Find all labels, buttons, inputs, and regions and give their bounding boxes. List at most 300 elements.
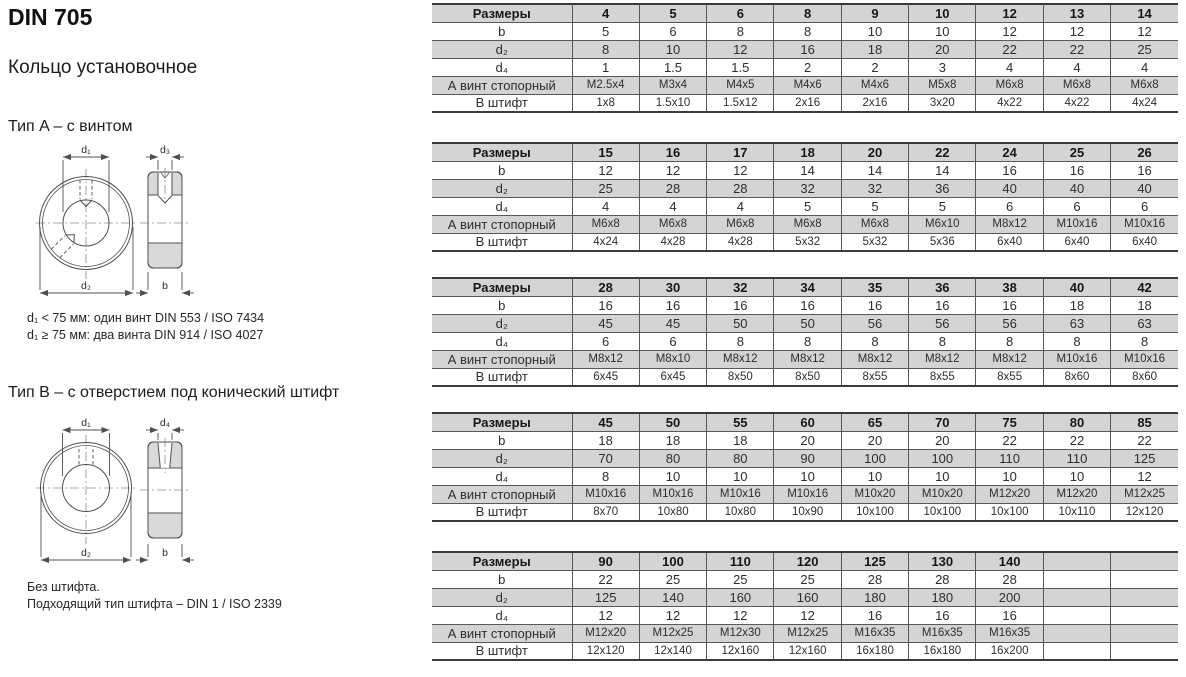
table-row-pin: [432, 233, 1178, 251]
value-cell: 16: [774, 40, 841, 58]
value-cell: 10: [774, 467, 841, 485]
value-cell: 12: [639, 606, 706, 624]
value-cell: 12: [1111, 22, 1178, 40]
value-cell: 10: [639, 467, 706, 485]
value-cell: 20: [909, 431, 976, 449]
row-label-pin: В штифт: [432, 233, 572, 251]
value-cell: 6: [639, 22, 706, 40]
value-cell: M8x12: [707, 350, 774, 368]
value-cell: 8x55: [976, 368, 1043, 386]
row-label-d2: d₂: [432, 449, 572, 467]
dim-label-d2: d₂: [81, 547, 91, 559]
dimension-d3: [146, 144, 184, 170]
value-cell: 125: [572, 588, 639, 606]
row-label-screw: А винт стопорный: [432, 215, 572, 233]
row-label-d4: d₄: [432, 58, 572, 76]
value-cell: M6x8: [1111, 76, 1178, 94]
value-cell: 10: [909, 467, 976, 485]
value-cell: M10x20: [841, 485, 908, 503]
value-cell: 180: [909, 588, 976, 606]
value-cell: [1043, 642, 1110, 660]
value-cell: 28: [976, 570, 1043, 588]
value-cell: 22: [1043, 40, 1110, 58]
value-cell: 4: [572, 197, 639, 215]
size-header-cell: 24: [976, 143, 1043, 161]
value-cell: 160: [707, 588, 774, 606]
size-header-cell: 17: [707, 143, 774, 161]
size-header-cell: 140: [976, 552, 1043, 570]
row-label-d2: d₂: [432, 588, 572, 606]
size-header-cell: 40: [1043, 278, 1110, 296]
value-cell: 25: [774, 570, 841, 588]
value-cell: 8: [1043, 332, 1110, 350]
value-cell: 10x110: [1043, 503, 1110, 521]
size-header-cell: 14: [1111, 4, 1178, 22]
value-cell: 12: [572, 606, 639, 624]
value-cell: 16: [1111, 161, 1178, 179]
size-table-4: [432, 412, 1178, 522]
value-cell: 12: [707, 606, 774, 624]
table-row-d2: [432, 40, 1178, 58]
value-cell: 22: [1111, 431, 1178, 449]
value-cell: M6x8: [841, 215, 908, 233]
size-header-cell: 65: [841, 413, 908, 431]
row-label-d4: d₄: [432, 606, 572, 624]
value-cell: 56: [841, 314, 908, 332]
row-label-b: b: [432, 161, 572, 179]
table-row-d2: [432, 314, 1178, 332]
value-cell: 16: [572, 296, 639, 314]
value-cell: 16: [707, 296, 774, 314]
value-cell: 40: [976, 179, 1043, 197]
table-row-screw: [432, 485, 1178, 503]
value-cell: M8x12: [774, 350, 841, 368]
value-cell: M6x8: [976, 76, 1043, 94]
value-cell: 8x55: [909, 368, 976, 386]
size-header-cell: 38: [976, 278, 1043, 296]
table-row-b: [432, 22, 1178, 40]
value-cell: 6: [1111, 197, 1178, 215]
value-cell: 16: [976, 161, 1043, 179]
size-header-cell: 130: [909, 552, 976, 570]
value-cell: 4: [639, 197, 706, 215]
value-cell: 10: [707, 467, 774, 485]
value-cell: 8: [707, 332, 774, 350]
value-cell: 8: [909, 332, 976, 350]
value-cell: 12: [774, 606, 841, 624]
size-header-cell: 5: [639, 4, 706, 22]
dim-label-d1: d₁: [81, 144, 91, 156]
value-cell: 16x180: [909, 642, 976, 660]
type-a-note-2: d₁ ≥ 75 мм: два винта DIN 914 / ISO 4027: [27, 328, 264, 342]
table-row-sizes: [432, 143, 1178, 161]
value-cell: 160: [774, 588, 841, 606]
value-cell: 100: [909, 449, 976, 467]
value-cell: M12x25: [639, 624, 706, 642]
value-cell: 63: [1043, 314, 1110, 332]
size-header-cell: 70: [909, 413, 976, 431]
value-cell: 16: [909, 606, 976, 624]
value-cell: 20: [774, 431, 841, 449]
value-cell: 45: [639, 314, 706, 332]
value-cell: M10x16: [774, 485, 841, 503]
value-cell: 16: [1043, 161, 1110, 179]
value-cell: M16x35: [909, 624, 976, 642]
value-cell: 2x16: [774, 94, 841, 112]
row-label-sizes: Размеры: [432, 413, 572, 431]
side-view: [140, 168, 190, 268]
value-cell: 6: [572, 332, 639, 350]
value-cell: 4x24: [572, 233, 639, 251]
value-cell: 56: [909, 314, 976, 332]
value-cell: 12: [1043, 22, 1110, 40]
value-cell: 1.5: [707, 58, 774, 76]
size-header-cell: 22: [909, 143, 976, 161]
value-cell: 25: [572, 179, 639, 197]
size-header-cell: 45: [572, 413, 639, 431]
value-cell: 8: [774, 332, 841, 350]
value-cell: 25: [639, 570, 706, 588]
value-cell: 18: [1043, 296, 1110, 314]
table-row-sizes: [432, 4, 1178, 22]
value-cell: 10: [976, 467, 1043, 485]
row-label-b: b: [432, 570, 572, 588]
dimension-b: [136, 544, 194, 560]
value-cell: 1: [572, 58, 639, 76]
value-cell: 8: [976, 332, 1043, 350]
value-cell: 5x32: [841, 233, 908, 251]
value-cell: 12: [1111, 467, 1178, 485]
value-cell: M8x12: [909, 350, 976, 368]
value-cell: 22: [572, 570, 639, 588]
type-a-heading: Тип A – с винтом: [8, 118, 133, 135]
value-cell: 8: [774, 22, 841, 40]
value-cell: 10x80: [707, 503, 774, 521]
value-cell: 5: [909, 197, 976, 215]
value-cell: M6x8: [572, 215, 639, 233]
size-header-cell: [1043, 552, 1110, 570]
value-cell: 4: [707, 197, 774, 215]
value-cell: 18: [707, 431, 774, 449]
table-row-pin: [432, 94, 1178, 112]
value-cell: 200: [976, 588, 1043, 606]
value-cell: 16: [639, 296, 706, 314]
value-cell: M2.5x4: [572, 76, 639, 94]
value-cell: 10x100: [841, 503, 908, 521]
value-cell: 8: [1111, 332, 1178, 350]
table-row-pin: [432, 642, 1178, 660]
value-cell: 6x40: [976, 233, 1043, 251]
value-cell: 4x22: [1043, 94, 1110, 112]
value-cell: 20: [841, 431, 908, 449]
value-cell: 16: [976, 296, 1043, 314]
value-cell: M8x12: [976, 350, 1043, 368]
table-row-d4: [432, 58, 1178, 76]
value-cell: M6x10: [909, 215, 976, 233]
type-b-note-1: Без штифта.: [27, 580, 100, 594]
size-table-3: [432, 277, 1178, 387]
value-cell: 14: [909, 161, 976, 179]
value-cell: 16: [976, 606, 1043, 624]
value-cell: M8x10: [639, 350, 706, 368]
value-cell: 32: [774, 179, 841, 197]
size-header-cell: 32: [707, 278, 774, 296]
value-cell: M10x16: [639, 485, 706, 503]
value-cell: 16x180: [841, 642, 908, 660]
value-cell: 110: [1043, 449, 1110, 467]
value-cell: 16: [774, 296, 841, 314]
size-header-cell: 18: [774, 143, 841, 161]
row-label-d2: d₂: [432, 40, 572, 58]
value-cell: 22: [1043, 431, 1110, 449]
value-cell: M16x35: [841, 624, 908, 642]
table-row-d4: [432, 332, 1178, 350]
value-cell: 56: [976, 314, 1043, 332]
table-row-screw: [432, 350, 1178, 368]
size-header-cell: 30: [639, 278, 706, 296]
value-cell: 4x22: [976, 94, 1043, 112]
value-cell: M5x8: [909, 76, 976, 94]
row-label-b: b: [432, 296, 572, 314]
value-cell: M12x30: [707, 624, 774, 642]
value-cell: 2: [841, 58, 908, 76]
value-cell: 3x20: [909, 94, 976, 112]
value-cell: 40: [1043, 179, 1110, 197]
dim-label-d1: d₁: [81, 418, 91, 429]
table-row-d2: [432, 179, 1178, 197]
value-cell: 6x40: [1043, 233, 1110, 251]
value-cell: 8x60: [1043, 368, 1110, 386]
value-cell: [1043, 624, 1110, 642]
value-cell: [1111, 642, 1178, 660]
value-cell: 10x100: [976, 503, 1043, 521]
dim-label-b: b: [162, 280, 168, 292]
size-header-cell: 26: [1111, 143, 1178, 161]
value-cell: 5: [774, 197, 841, 215]
value-cell: 8: [707, 22, 774, 40]
value-cell: 10: [841, 22, 908, 40]
size-header-cell: 100: [639, 552, 706, 570]
size-header-cell: [1111, 552, 1178, 570]
value-cell: 25: [1111, 40, 1178, 58]
value-cell: 6: [1043, 197, 1110, 215]
row-label-sizes: Размеры: [432, 4, 572, 22]
value-cell: 25: [707, 570, 774, 588]
row-label-screw: А винт стопорный: [432, 624, 572, 642]
row-label-pin: В штифт: [432, 94, 572, 112]
value-cell: 18: [841, 40, 908, 58]
type-b-note-2: Подходящий тип штифта – DIN 1 / ISO 2339: [27, 597, 282, 611]
row-label-d2: d₂: [432, 314, 572, 332]
row-label-pin: В штифт: [432, 642, 572, 660]
value-cell: M4x5: [707, 76, 774, 94]
value-cell: 16: [841, 296, 908, 314]
table-row-screw: [432, 624, 1178, 642]
size-header-cell: 34: [774, 278, 841, 296]
size-header-cell: 13: [1043, 4, 1110, 22]
value-cell: M10x16: [707, 485, 774, 503]
value-cell: 22: [976, 431, 1043, 449]
value-cell: [1111, 606, 1178, 624]
size-header-cell: 9: [841, 4, 908, 22]
value-cell: 12x140: [639, 642, 706, 660]
dimension-d4: [146, 418, 184, 440]
size-header-cell: 85: [1111, 413, 1178, 431]
value-cell: M12x25: [774, 624, 841, 642]
table-row-b: [432, 570, 1178, 588]
value-cell: 2x16: [841, 94, 908, 112]
value-cell: 28: [909, 570, 976, 588]
row-label-screw: А винт стопорный: [432, 350, 572, 368]
size-header-cell: 28: [572, 278, 639, 296]
value-cell: 10x80: [639, 503, 706, 521]
table-row-pin: [432, 503, 1178, 521]
value-cell: 8: [572, 467, 639, 485]
value-cell: M8x12: [572, 350, 639, 368]
size-header-cell: 10: [909, 4, 976, 22]
value-cell: M10x20: [909, 485, 976, 503]
value-cell: 36: [909, 179, 976, 197]
value-cell: 140: [639, 588, 706, 606]
table-row-d4: [432, 197, 1178, 215]
value-cell: 80: [639, 449, 706, 467]
value-cell: 6x45: [572, 368, 639, 386]
size-header-cell: 20: [841, 143, 908, 161]
value-cell: 28: [707, 179, 774, 197]
value-cell: [1111, 624, 1178, 642]
value-cell: 4x24: [1111, 94, 1178, 112]
table-row-d2: [432, 588, 1178, 606]
value-cell: 18: [572, 431, 639, 449]
value-cell: 8: [572, 40, 639, 58]
value-cell: 10x100: [909, 503, 976, 521]
value-cell: M10x16: [1111, 350, 1178, 368]
table-row-pin: [432, 368, 1178, 386]
dim-label-b: b: [162, 547, 168, 559]
value-cell: M10x16: [1043, 215, 1110, 233]
size-table-2: [432, 142, 1178, 252]
value-cell: 10: [639, 40, 706, 58]
value-cell: M6x8: [774, 215, 841, 233]
side-view: [140, 438, 190, 538]
row-label-d4: d₄: [432, 467, 572, 485]
size-header-cell: 125: [841, 552, 908, 570]
value-cell: 12x160: [707, 642, 774, 660]
row-label-sizes: Размеры: [432, 552, 572, 570]
value-cell: 8x50: [774, 368, 841, 386]
value-cell: 28: [639, 179, 706, 197]
size-table-5: [432, 551, 1178, 661]
value-cell: 8x50: [707, 368, 774, 386]
value-cell: 22: [976, 40, 1043, 58]
size-header-cell: 25: [1043, 143, 1110, 161]
value-cell: 50: [774, 314, 841, 332]
size-header-cell: 50: [639, 413, 706, 431]
value-cell: 16x200: [976, 642, 1043, 660]
table-row-d4: [432, 467, 1178, 485]
value-cell: 90: [774, 449, 841, 467]
size-header-cell: 110: [707, 552, 774, 570]
value-cell: 5: [841, 197, 908, 215]
value-cell: 4: [976, 58, 1043, 76]
size-header-cell: 6: [707, 4, 774, 22]
value-cell: 10: [841, 467, 908, 485]
value-cell: 4: [1043, 58, 1110, 76]
value-cell: 40: [1111, 179, 1178, 197]
value-cell: 8x60: [1111, 368, 1178, 386]
value-cell: [1111, 570, 1178, 588]
value-cell: 4x28: [639, 233, 706, 251]
value-cell: 100: [841, 449, 908, 467]
value-cell: M6x8: [707, 215, 774, 233]
value-cell: 8x70: [572, 503, 639, 521]
table-row-d4: [432, 606, 1178, 624]
size-header-cell: 12: [976, 4, 1043, 22]
size-header-cell: 35: [841, 278, 908, 296]
row-label-pin: В штифт: [432, 503, 572, 521]
value-cell: 180: [841, 588, 908, 606]
value-cell: M10x16: [1043, 350, 1110, 368]
table-row-b: [432, 431, 1178, 449]
value-cell: 4: [1111, 58, 1178, 76]
value-cell: [1043, 606, 1110, 624]
row-label-screw: А винт стопорный: [432, 485, 572, 503]
row-label-d2: d₂: [432, 179, 572, 197]
row-label-d4: d₄: [432, 197, 572, 215]
size-table-1: [432, 3, 1178, 113]
value-cell: 5x32: [774, 233, 841, 251]
dim-label-d3: d₃: [159, 144, 171, 156]
table-row-b: [432, 296, 1178, 314]
value-cell: M10x16: [572, 485, 639, 503]
type-a-drawing: [18, 142, 228, 314]
size-header-cell: 42: [1111, 278, 1178, 296]
value-cell: M6x8: [639, 215, 706, 233]
value-cell: 12: [707, 161, 774, 179]
value-cell: 32: [841, 179, 908, 197]
size-header-cell: 8: [774, 4, 841, 22]
value-cell: 28: [841, 570, 908, 588]
value-cell: 70: [572, 449, 639, 467]
value-cell: 12: [572, 161, 639, 179]
table-row-screw: [432, 76, 1178, 94]
value-cell: 50: [707, 314, 774, 332]
value-cell: M12x25: [1111, 485, 1178, 503]
dimension-b: [136, 272, 194, 293]
size-header-cell: 4: [572, 4, 639, 22]
value-cell: 10: [1043, 467, 1110, 485]
value-cell: 14: [774, 161, 841, 179]
page-title: DIN 705: [8, 4, 93, 30]
value-cell: 8x55: [841, 368, 908, 386]
value-cell: 1.5: [639, 58, 706, 76]
value-cell: 12: [639, 161, 706, 179]
value-cell: 12x120: [1111, 503, 1178, 521]
value-cell: 4x28: [707, 233, 774, 251]
value-cell: 6x40: [1111, 233, 1178, 251]
value-cell: 1x8: [572, 94, 639, 112]
dim-label-d4: d₄: [159, 418, 171, 429]
value-cell: 18: [1111, 296, 1178, 314]
value-cell: 16: [841, 606, 908, 624]
value-cell: M6x8: [1043, 76, 1110, 94]
value-cell: [1043, 588, 1110, 606]
value-cell: M4x6: [841, 76, 908, 94]
value-cell: 10: [909, 22, 976, 40]
size-header-cell: 90: [572, 552, 639, 570]
value-cell: 14: [841, 161, 908, 179]
type-b-heading: Тип B – с отверстием под конический штифт: [8, 384, 340, 401]
